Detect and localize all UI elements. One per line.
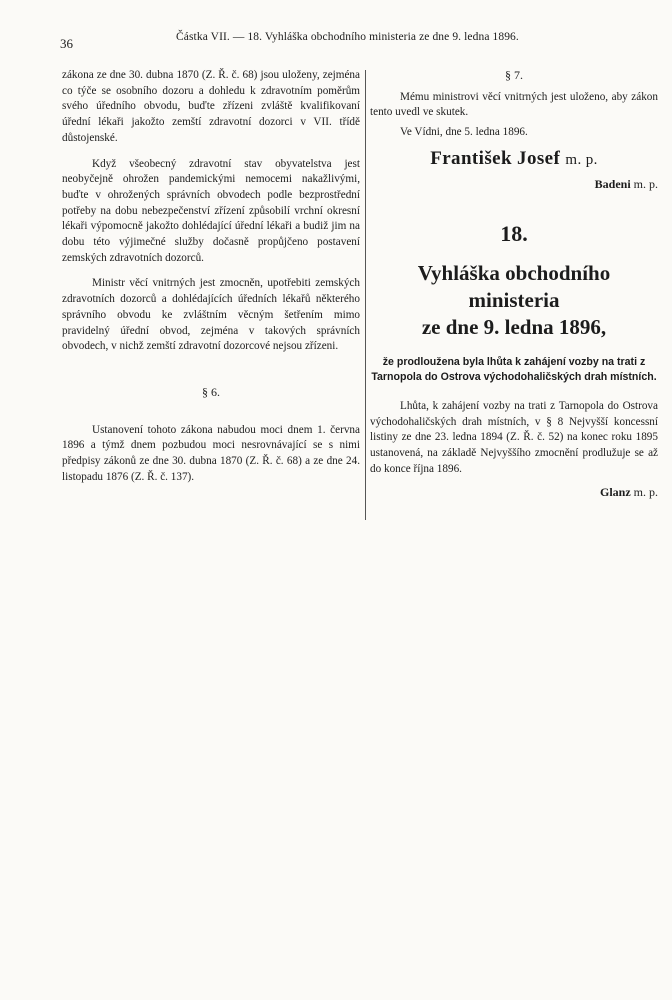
signature-suffix: m. p. [565,151,598,168]
left-paragraph-1: zákona ze dne 30. dubna 1870 (Z. Ř. č. 68) jsou uloženy, zejména co týče se osobního dozoru a dohledu k zdravotním poměrům svého úředního obvodu, buďte zřízeni zvláště kvalifikovaní úřední lékaři jakožto zemští zdravotní dozorci v VII. třídě důstojenské. [62,69,360,144]
place-date: Ve Vídni, dne 5. ledna 1896. [400,126,528,139]
cosignature [370,177,658,193]
decree-title [370,260,658,341]
decree-title-line-2: ze dne 9. ledna 1896, [421,314,607,339]
column-divider [365,70,366,520]
running-head: Částka VII. — 18. Vyhláška obchodního ministeria ze dne 9. ledna 1896. [176,31,519,43]
section-6-heading: § 6. [202,384,220,399]
page-number: 36 [60,36,73,51]
page-header [60,30,620,51]
final-signature [370,485,658,501]
cosign-suffix: m. p. [633,176,658,191]
signature-name: František Josef [430,147,561,169]
left-paragraph-4: Ustanovení tohoto zákona nabudou moci dnem 1. června 1896 a týmž dnem pozbudou moci nesrovnávající se s nimi předpisy zákonů ze dne 30. dubna 1870 (Z. Ř. č. 68) a ze dne 24. listopadu 1876 (Z. Ř. č. 137). [62,423,360,483]
final-suffix: m. p. [633,485,658,500]
final-name: Glanz [599,485,631,500]
right-paragraph-2: Lhůta, k zahájení vozby na trati z Tarnopola do Ostrova východohaličských drah místních, v § 8 Nejvyšší koncessní listiny ze dne 23. ledna 1894 (Z. Ř. č. 52) na konec roku 1895 ustanovená, na základě Nejvyššího zmocnění prodlužuje se až do konce října 1896. [370,399,658,475]
left-paragraph-2: Když všeobecný zdravotní stav obyvatelstva jest neobyčejně ohrožen pandemickými nemocemi nakažlivými, buďte v ohrožených správních obvodech podle bezprostřední potřeby na dobu nebezpečenství zřízení způsobilí vrchní okresní lékaři výpomocně jakožto dohlédající úřední lékaři a budiž jim na dobu této výjimečné služby dočasně propůjčeno postavení zemských zdravotních dozorců. [62,157,360,264]
right-paragraph-1: Mému ministrovi věcí vnitrných jest uloženo, aby zákon tento uvedl ve skutek. [370,90,658,119]
right-column [370,68,658,501]
cosign-name: Badeni [594,176,631,191]
decree-subtitle: že prodloužena byla lhůta k zahájení vozby na trati z Tarnopola do Ostrova východohaličských drah místních. [371,355,657,383]
decree-number: 18. [500,221,528,247]
decree-title-line-1: Vyhláška obchodního ministeria [417,260,611,312]
left-column [62,68,360,485]
left-paragraph-3: Ministr věcí vnitrných jest zmocněn, upotřebiti zemských zdravotních dozorců a dohlédajících úředních lékařů některého správního obvodu ke zvláštním věcným šetřením mimo pravidelný úřední obvod, zejména v takových správních obvodech, v nichž zemští zdravotní dozorcové nejsou zřízeni. [62,277,360,353]
section-7-heading: § 7. [505,68,523,82]
signature-emperor [370,147,658,169]
